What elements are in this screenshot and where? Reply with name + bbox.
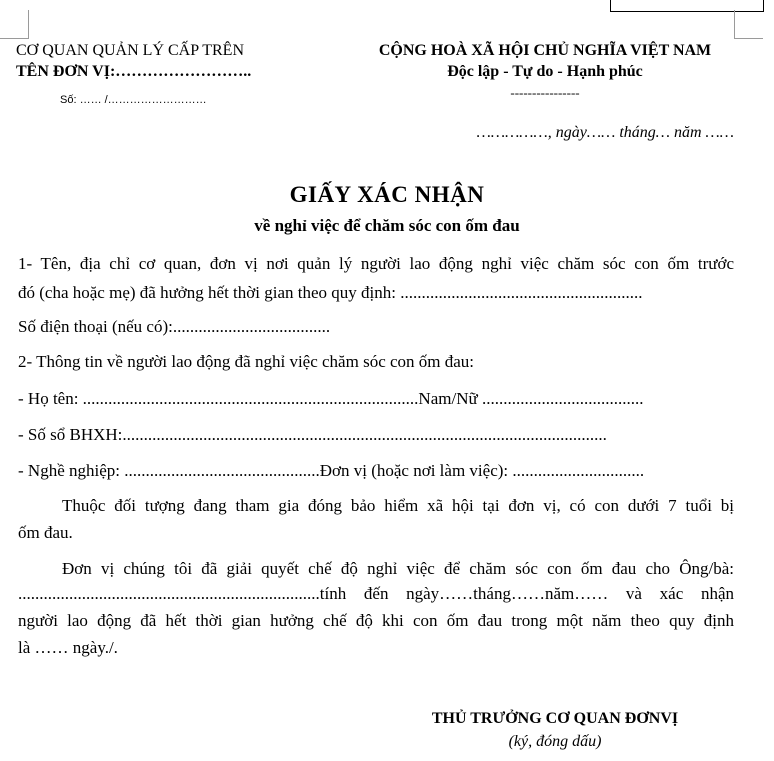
eligibility-line-2: ốm đau. <box>18 523 73 542</box>
agency-name: CƠ QUAN QUẢN LÝ CẤP TRÊN <box>16 42 245 59</box>
resolution-line-1: Đơn vị chúng tôi đã giải quyết chế độ nghỉ việc để chăm sóc con ốm đau cho Ông/bà: <box>62 559 734 578</box>
section-1-line-1: 1- Tên, địa chỉ cơ quan, đơn vị nơi quản lý người lao động nghỉ việc chăm sóc con ốm trước <box>18 254 734 273</box>
resolution-line-2: .......................................................................tính đến ngày……tháng……năm…… và xác nhận <box>18 584 734 603</box>
section-2-heading: 2- Thông tin về người lao động đã nghỉ việc chăm sóc con ốm đau: <box>18 352 475 371</box>
motto-divider: ---------------- <box>510 85 580 100</box>
resolution-line-4: là …… ngày./. <box>18 638 118 657</box>
bhxh-number-field: - Số sổ BHXH:.................................................................................................................. <box>18 425 607 444</box>
document-title: GIẤY XÁC NHẬN <box>289 182 485 207</box>
signature-note: (ký, đóng dấu) <box>508 733 602 750</box>
document-number: Số: …… /……………………… <box>60 94 207 106</box>
crop-mark-right <box>734 10 763 39</box>
nation-title: CỘNG HOÀ XÃ HỘI CHỦ NGHĨA VIỆT NAM <box>378 42 712 59</box>
name-gender-field: - Họ tên: ...............................................................................Nam/Nữ ...................................... <box>18 389 644 408</box>
document-subtitle: về nghỉ việc để chăm sóc con ốm đau <box>254 216 520 235</box>
section-1-line-2: đó (cha hoặc mẹ) đã hưởng hết thời gian theo quy định: ......................................................... <box>18 283 643 302</box>
resolution-line-3: người lao động đã hết thời gian hưởng chế độ khi con ốm đau trong một năm theo quy định <box>18 611 734 630</box>
occupation-workplace-field: - Nghề nghiệp: ..............................................Đơn vị (hoặc nơi làm việc): ............................... <box>18 461 645 480</box>
signature-title: THỦ TRƯỞNG CƠ QUAN ĐƠNVỊ <box>431 710 679 727</box>
phone-field: Số điện thoại (nếu có):..................................... <box>18 317 331 336</box>
eligibility-line-1: Thuộc đối tượng đang tham gia đóng bảo hiểm xã hội tại đơn vị, có con dưới 7 tuổi bị <box>62 496 734 515</box>
unit-name: TÊN ĐƠN VỊ:…………………….. <box>16 63 252 80</box>
date-line: ……………, ngày…… tháng… năm …… <box>476 124 734 141</box>
motto: Độc lập - Tự do - Hạnh phúc <box>447 63 643 80</box>
crop-mark-left <box>0 10 29 39</box>
